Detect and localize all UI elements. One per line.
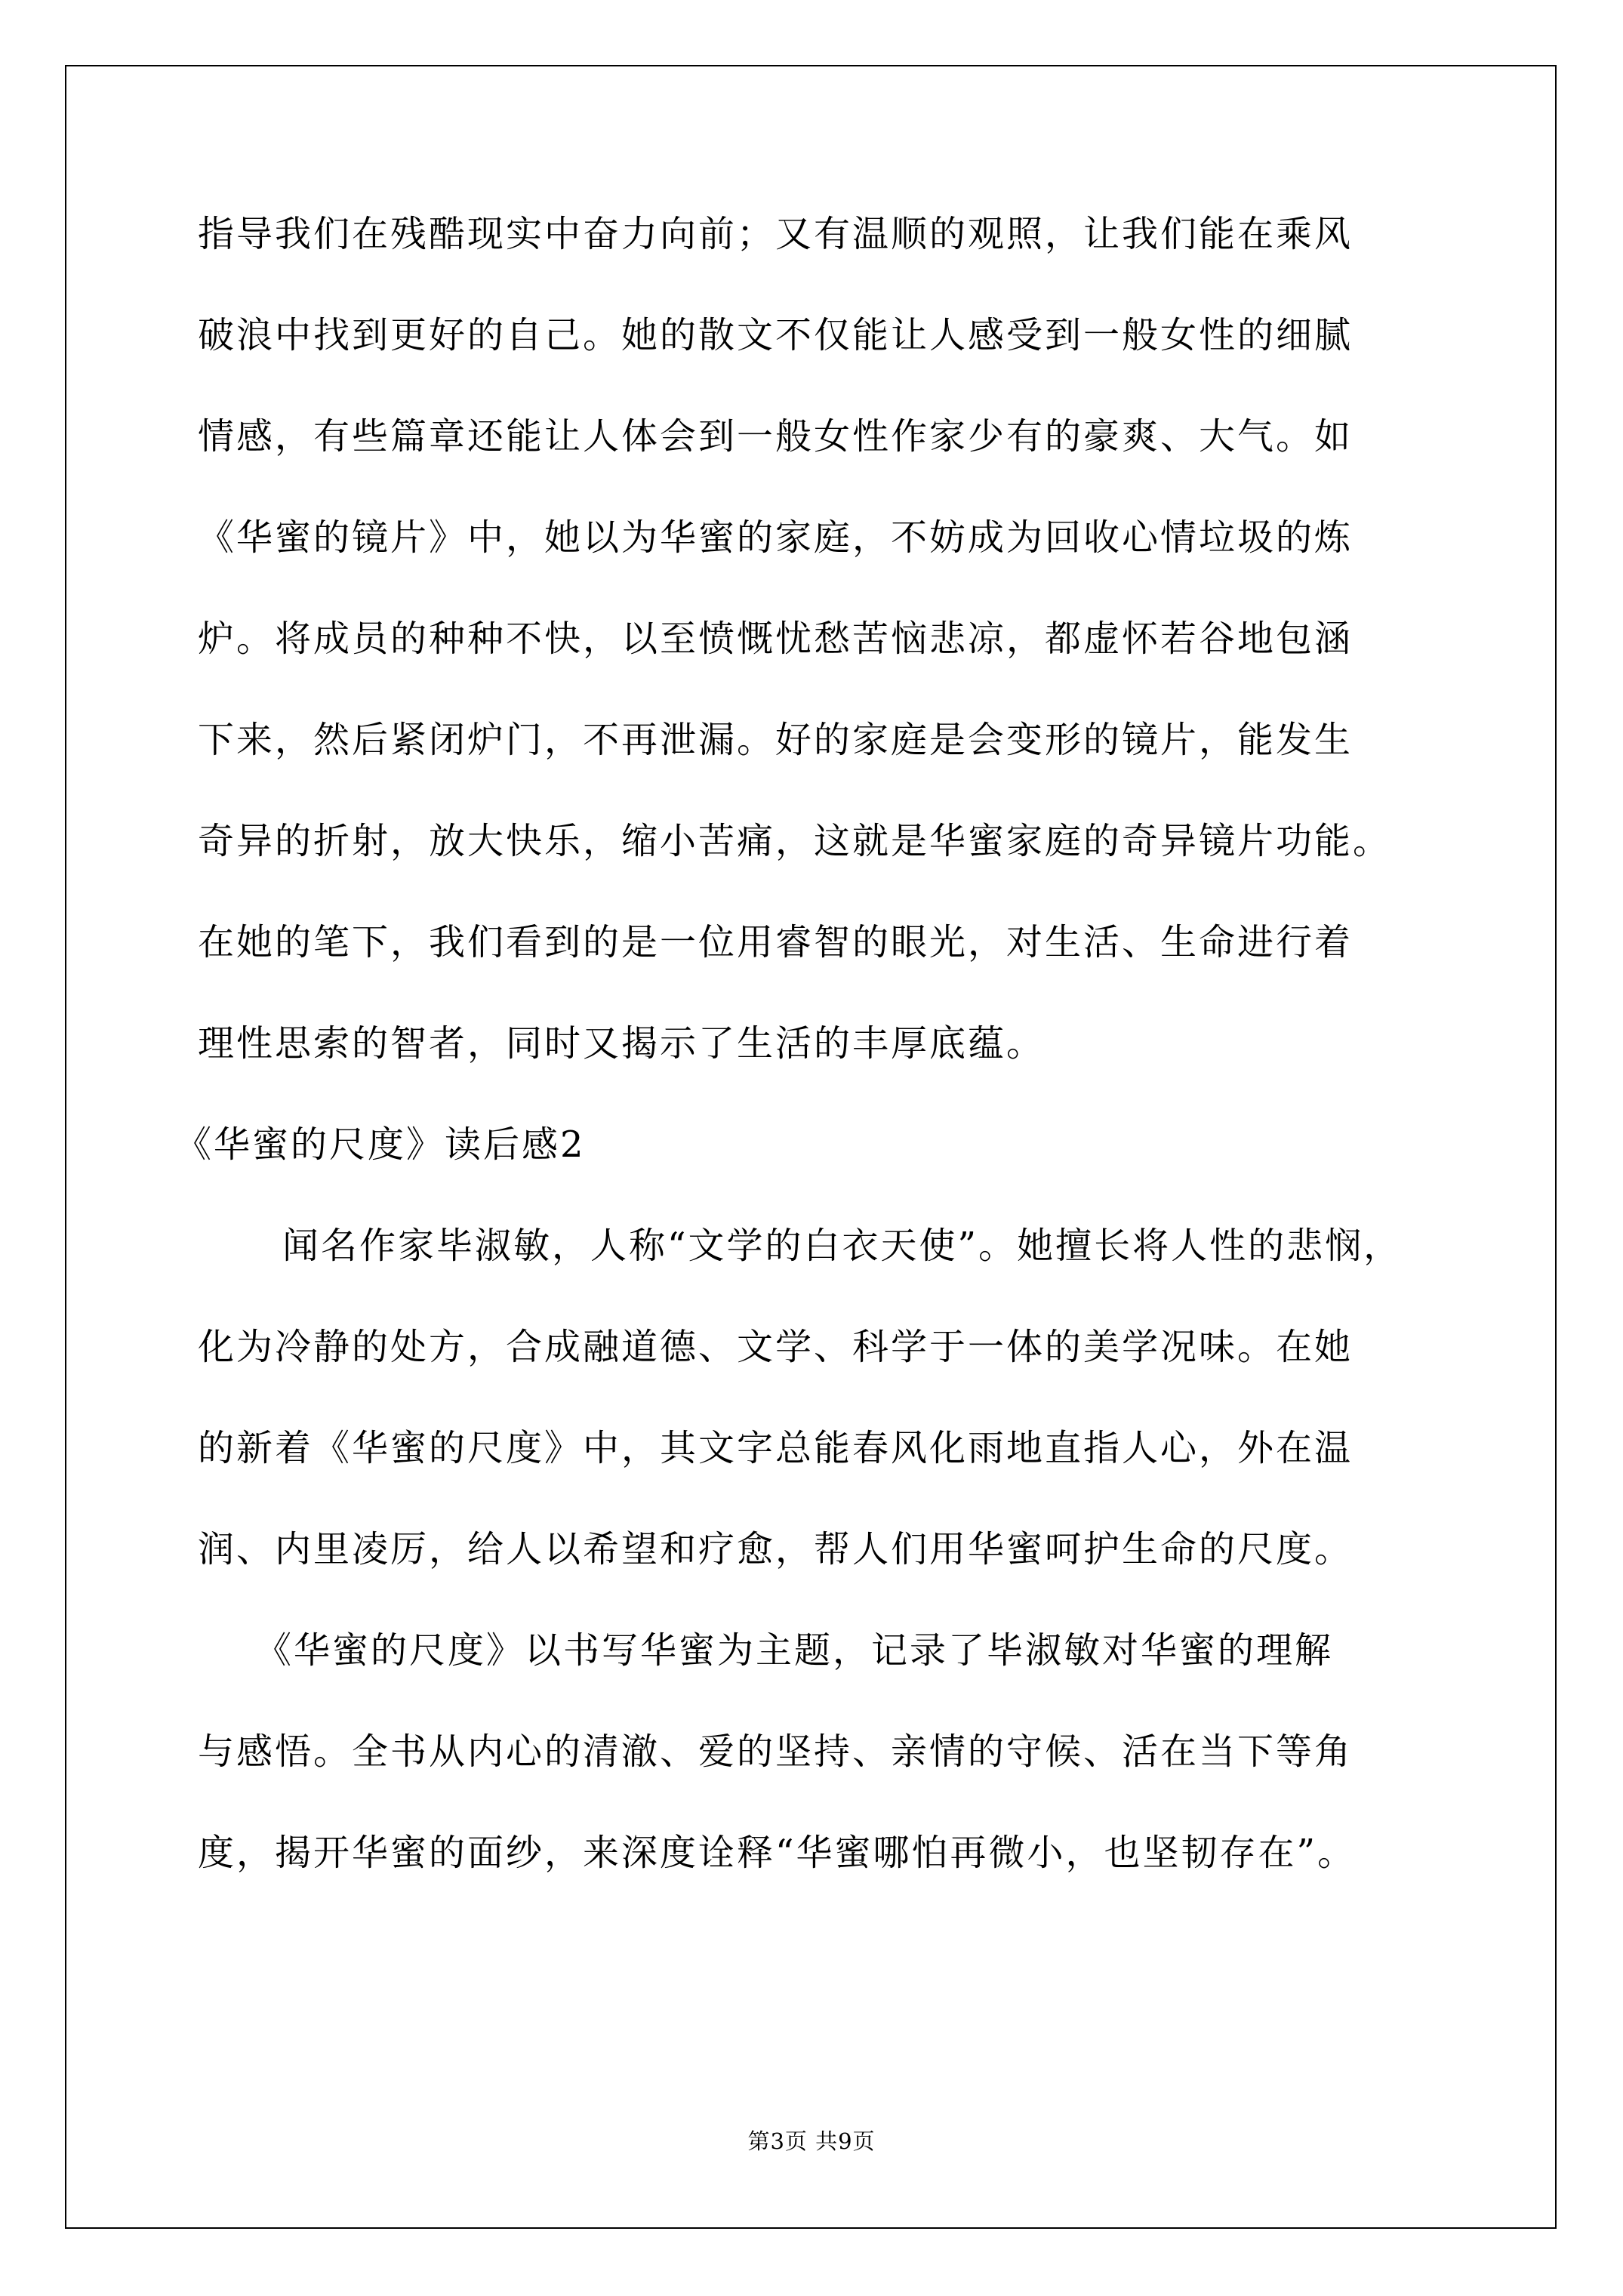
body-line: 度，揭开华蜜的面纱，来深度诠释“华蜜哪怕再微小，也坚韧存在”。 xyxy=(198,1832,1357,1874)
body-line: 的新着《华蜜的尺度》中，其文字总能春风化雨地直指人心，外在温 xyxy=(198,1427,1354,1469)
body-line: 《华蜜的镜片》中，她以为华蜜的家庭，不妨成为回收心情垃圾的炼 xyxy=(198,516,1354,559)
body-line: 破浪中找到更好的自己。她的散文不仅能让人感受到一般女性的细腻 xyxy=(198,314,1354,356)
body-line: 《华蜜的尺度》以书写华蜜为主题，记录了毕淑敏对华蜜的理解 xyxy=(255,1629,1334,1672)
body-line: 在她的笔下，我们看到的是一位用睿智的眼光，对生活、生命进行着 xyxy=(198,921,1354,963)
body-line: 理性思索的智者，同时又揭示了生活的丰厚底蕴。 xyxy=(198,1022,1046,1065)
body-line: 润、内里凌厉，给人以希望和疗愈，帮人们用华蜜呵护生命的尺度。 xyxy=(198,1528,1354,1570)
body-line: 与感悟。全书从内心的清澈、爱的坚持、亲情的守候、活在当下等角 xyxy=(198,1730,1354,1773)
body-line: 闻名作家毕淑敏，人称“文学的白衣天使”。她擅长将人性的悲悯， xyxy=(282,1225,1403,1267)
body-line: 下来，然后紧闭炉门，不再泄漏。好的家庭是会变形的镜片，能发生 xyxy=(198,719,1354,761)
page-number-footer: 第3页 共9页 xyxy=(747,2128,876,2154)
body-line: 化为冷静的处方，合成融道德、文学、科学于一体的美学况味。在她 xyxy=(198,1326,1354,1368)
body-line: 炉。将成员的种种不快，以至愤慨忧愁苦恼悲凉，都虚怀若谷地包涵 xyxy=(198,618,1354,660)
body-line: 指导我们在残酷现实中奋力向前；又有温顺的观照，让我们能在乘风 xyxy=(198,213,1354,255)
body-line: 奇异的折射，放大快乐，缩小苦痛，这就是华蜜家庭的奇异镜片功能。 xyxy=(198,820,1392,862)
section-heading: 《华蜜的尺度》读后感2 xyxy=(175,1123,586,1166)
body-line: 情感，有些篇章还能让人体会到一般女性作家少有的豪爽、大气。如 xyxy=(198,415,1354,458)
